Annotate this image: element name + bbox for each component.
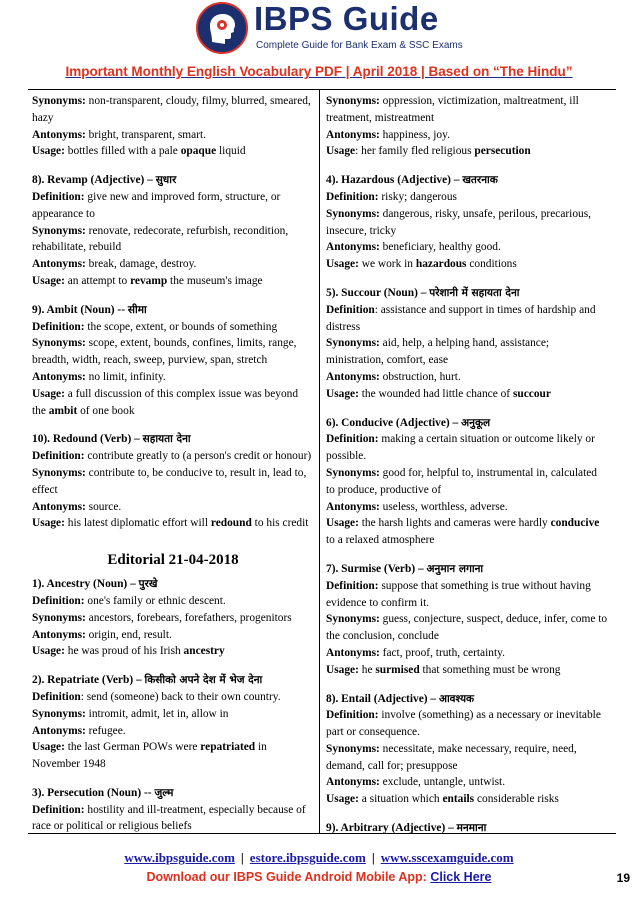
entry-line [326,93,614,110]
entry-label: Synonyms: [326,337,380,350]
entry-line [32,465,314,482]
entry-line [326,386,614,403]
entry-text: bottles filled with a pale [64,145,181,158]
entry-line [326,415,614,432]
entry-text: treatment, mistreatment [326,111,435,124]
entry-text: an attempt to [64,274,131,287]
entry-text: the last German POWs were [64,741,201,754]
entry-label: Definition: [32,803,85,816]
entry-text: the museum's image [167,274,263,287]
entry-line [326,611,614,628]
entry-label: Definition: [326,709,379,722]
entry-line [326,302,614,319]
entry-label: Usage: [32,387,65,400]
vocab-entry [326,820,614,837]
vocab-entry [326,93,614,160]
entry-label: Usage: [32,645,65,658]
entry-label: Definition: [326,579,379,592]
vocab-entry [326,415,614,549]
entry-label: Usage: [32,517,65,530]
entry-line [32,756,314,773]
head-silhouette-icon [196,2,248,54]
page-header [0,0,638,79]
vocabulary-table [28,89,616,834]
entry-label: Definition: [32,190,85,203]
entry-label: 7). Surmise (Verb) – [326,562,427,575]
vocab-entry [32,172,314,290]
entry-line [326,127,614,144]
entry-label: 1). Ancestry (Noun) – [32,578,139,591]
entry-text: ministration, comfort, ease [326,354,449,367]
hindi-meaning: सहायता देना [142,433,191,446]
entry-text: evidence to confirm it. [326,596,430,609]
hindi-meaning: सुधार [155,174,177,187]
usage-keyword: opaque [180,145,217,158]
entry-text: conditions [466,258,517,271]
ibps-guide-logo [196,0,463,58]
entry-text: renovate, redecorate, refurbish, recondition, [85,224,289,237]
vocab-entry [32,672,314,773]
hindi-meaning: किसीको अपने देश में भेज देना [144,674,263,687]
entry-label: Usage: [32,741,65,754]
entry-text: the conclusion, conclude [326,630,439,643]
entry-text: contribute greatly to (a person's credit or honour) [84,450,312,463]
entry-line [32,172,314,189]
entry-text: that something must be wrong [419,663,561,676]
hindi-meaning: अनुमान लगाना [426,562,484,575]
footer-links [0,850,638,866]
entry-line [326,578,614,595]
entry-text: the scope, extent, or bounds of something [84,320,278,333]
entry-label: Definition: [32,320,85,333]
entry-text: happiness, joy. [379,128,450,141]
entry-label: Synonyms: [32,707,86,720]
entry-text: break, damage, destroy. [85,258,197,271]
entry-line [326,431,614,448]
vocab-entry [32,576,314,660]
entry-line [32,127,314,144]
entry-label: Antonyms: [32,500,86,513]
hindi-meaning: मनमाना [456,822,487,835]
entry-text: contribute to, be conducive to, result in, lead to, [85,466,307,479]
entry-line [32,256,314,273]
entry-label: Usage: [326,258,359,271]
entry-line [326,820,614,837]
entry-label: Synonyms: [32,95,86,107]
entry-line [326,628,614,645]
entry-line [326,206,614,223]
entry-label: Usage: [326,517,359,530]
left-editorial-entries [32,576,314,835]
entry-line [32,785,314,802]
entry-label: Definition: [32,594,85,607]
entry-line [326,707,614,724]
usage-keyword: succour [512,387,551,400]
usage-keyword: hazardous [415,258,467,271]
entry-line [32,369,314,386]
hindi-meaning: सीमा [127,303,147,316]
entry-label: Antonyms: [326,128,380,141]
entry-line [32,499,314,516]
usage-keyword: ancestry [183,645,225,658]
entry-text: exclude, untangle, untwist. [379,776,506,789]
entry-line [326,189,614,206]
entry-label: 9). Ambit (Noun) -- [32,303,128,316]
hindi-meaning: जुल्म [154,786,174,799]
entry-line [32,302,314,319]
entry-line [32,706,314,723]
entry-text: part or consequence. [326,726,420,739]
entry-text: guess, conjecture, suspect, deduce, infer, come to [379,613,608,626]
entry-line [326,758,614,775]
entry-text: risky; dangerous [378,190,457,203]
entry-line [32,386,314,403]
vocab-entry [32,93,314,160]
entry-text: obstruction, hurt. [379,370,461,383]
entry-text: possible. [326,450,367,463]
entry-label: Usage [326,145,356,158]
entry-line [32,431,314,448]
entry-line [326,110,614,127]
entry-line [32,643,314,660]
entry-text: scope, extent, bounds, confines, limits, range, [85,337,297,350]
entry-text: his latest diplomatic effort will [64,517,211,530]
entry-label: Synonyms: [326,742,380,755]
entry-label: Antonyms: [32,258,86,271]
entry-line [326,335,614,352]
entry-line [326,482,614,499]
entry-text: : assistance and support in times of hardship and [374,303,596,316]
entry-text: to a relaxed atmosphere [326,534,435,547]
hindi-meaning: पुरखे [138,578,158,591]
entry-line [32,739,314,756]
download-app-text: Download our IBPS Guide Android Mobile App: [146,870,431,884]
entry-text: : send (someone) back to their own country. [80,690,281,703]
entry-line [32,319,314,336]
entry-label: 5). Succour (Noun) – [326,286,430,299]
entry-text: considerable risks [474,793,559,806]
entry-line [32,206,314,223]
entry-label: Antonyms: [32,724,86,737]
entry-text: oppression, victimization, maltreatment, ill [379,95,579,107]
entry-line [32,818,314,835]
vocab-entry [32,431,314,532]
entry-line [32,93,314,110]
hindi-meaning: परेशानी में सहायता देना [429,286,520,299]
footer-separator: | [240,850,244,865]
entry-line [326,774,614,791]
entry-text: hostility and ill-treatment, especially because of [84,803,306,816]
column-divider [319,90,320,833]
entry-text: the harsh lights and cameras were hardly [358,517,551,530]
right-entries [326,93,614,837]
entry-text: race or political or religious beliefs [32,820,192,833]
brand-tagline: Complete Guide for Bank Exam & SSC Exams [256,40,463,51]
entry-label: 9). Arbitrary (Adjective) – [326,822,457,835]
footer-separator: | [371,850,375,865]
entry-line [32,689,314,706]
entry-text: ancestors, forebears, forefathers, progenitors [85,611,292,624]
entry-line [32,802,314,819]
vocab-entry [326,561,614,679]
entry-label: Usage: [326,387,359,400]
entry-line [32,593,314,610]
entry-text: hazy [32,111,54,124]
page-number: 19 [616,871,630,885]
entry-label: 8). Revamp (Adjective) – [32,174,156,187]
entry-line [326,465,614,482]
entry-label: Usage: [32,274,65,287]
entry-label: Usage: [326,663,359,676]
entry-line [326,741,614,758]
entry-line [326,448,614,465]
entry-line [32,515,314,532]
entry-label: Synonyms: [326,613,380,626]
entry-text: dangerous, risky, unsafe, perilous, precarious, [379,207,592,220]
vocab-entry [326,172,614,273]
hindi-meaning: अनुकूल [461,416,491,429]
vocab-entry [326,691,614,809]
entry-text: November 1948 [32,758,106,771]
entry-text: refugee. [85,724,126,737]
entry-label: Synonyms: [32,224,86,237]
entry-label: Antonyms: [32,628,86,641]
entry-label: Definition: [32,450,85,463]
entry-line [32,223,314,240]
entry-text: to produce, productive of [326,483,442,496]
entry-line [326,319,614,336]
entry-text: the [32,404,49,417]
entry-text: a situation which [358,793,443,806]
entry-text: source. [85,500,122,513]
left-entries [32,93,314,532]
usage-keyword: conducive [550,517,600,530]
entry-line [32,335,314,352]
left-column [32,93,314,847]
hindi-meaning: आवश्यक [438,692,475,705]
entry-text: liquid [216,145,246,158]
entry-label: Synonyms: [326,95,380,107]
usage-keyword: surmised [375,663,420,676]
footer-link-sscexamguide[interactable]: www.sscexamguide.com [380,850,514,865]
entry-label: Antonyms: [326,241,380,254]
entry-line [32,273,314,290]
entry-line [326,256,614,273]
entry-label: Antonyms: [32,370,86,383]
entry-text: in [255,741,267,754]
entry-line [32,627,314,644]
entry-label: 4). Hazardous (Adjective) – [326,174,463,187]
vocab-entry [326,285,614,403]
entry-label: Synonyms: [32,611,86,624]
entry-label: Synonyms: [326,207,380,220]
entry-line [326,724,614,741]
usage-keyword: persecution [474,145,531,158]
entry-line [32,482,314,499]
entry-label: Definition: [326,433,379,446]
entry-text: necessitate, make necessary, require, need, [379,742,577,755]
usage-keyword: repatriated [200,741,256,754]
entry-text: suppose that something is true without having [378,579,591,592]
entry-line [326,691,614,708]
entry-label: Definition [32,690,81,703]
entry-text: no limit, infinity. [85,370,166,383]
entry-line [326,662,614,679]
entry-line [326,352,614,369]
entry-line [326,791,614,808]
entry-text: the wounded had little chance of [358,387,513,400]
entry-text: origin, end, result. [85,628,172,641]
entry-line [32,576,314,593]
entry-line [326,645,614,662]
entry-text: fact, proof, truth, certainty. [379,646,505,659]
entry-line [32,672,314,689]
entry-line [326,595,614,612]
entry-line [326,499,614,516]
entry-text: one's family or ethnic descent. [84,594,226,607]
entry-line [326,532,614,549]
page-footer [0,846,638,903]
entry-text: non-transparent, cloudy, filmy, blurred, smeared, [85,95,311,107]
entry-line [326,369,614,386]
entry-line [326,223,614,240]
entry-text: we work in [358,258,416,271]
download-app-line [0,870,638,884]
entry-text: he [358,663,376,676]
entry-text: give new and improved form, structure, or [84,190,281,203]
entry-text: : her family fled religious [355,145,475,158]
entry-text: making a certain situation or outcome likely or [378,433,595,446]
entry-line [32,189,314,206]
entry-label: Antonyms: [326,646,380,659]
entry-line [32,110,314,127]
entry-line [326,143,614,160]
entry-text: bright, transparent, smart. [85,128,206,141]
usage-keyword: entails [442,793,475,806]
entry-label: 3). Persecution (Noun) -- [32,786,155,799]
entry-label: Usage: [32,145,65,158]
entry-label: Antonyms: [326,776,380,789]
entry-text: aid, help, a helping hand, assistance; [379,337,550,350]
entry-line [326,561,614,578]
entry-line [326,172,614,189]
entry-text: effect [32,483,58,496]
entry-text: involve (something) as a necessary or inevitable [378,709,601,722]
entry-line [32,352,314,369]
entry-label: 8). Entail (Adjective) – [326,692,439,705]
entry-text: he was proud of his Irish [64,645,184,658]
entry-line [326,515,614,532]
entry-label: Synonyms: [326,466,380,479]
page-headline: Important Monthly English Vocabulary PDF | April 2018 | Based on “The Hindu” [65,64,573,79]
hindi-meaning: खतरनाक [462,174,498,187]
entry-label: Definition: [326,190,379,203]
right-column [326,93,614,849]
entry-label: Synonyms: [32,337,86,350]
brand-name: IBPS Guide [254,0,439,37]
footer-link-ibpsguide[interactable]: www.ibpsguide.com [124,850,235,865]
entry-label: Usage: [326,793,359,806]
usage-keyword: revamp [130,274,168,287]
entry-text: intromit, admit, let in, allow in [85,707,229,720]
entry-line [326,239,614,256]
entry-text: useless, worthless, adverse. [379,500,508,513]
entry-label: Antonyms: [326,500,380,513]
entry-line [32,403,314,420]
entry-line [32,143,314,160]
entry-label: 2). Repatriate (Verb) – [32,674,145,687]
entry-text: beneficiary, healthy good. [379,241,501,254]
usage-keyword: ambit [48,404,78,417]
vocab-entry [32,785,314,835]
entry-line [326,285,614,302]
entry-line [32,239,314,256]
entry-text: insecure, tricky [326,224,397,237]
entry-line [32,610,314,627]
entry-text: breadth, width, reach, sweep, purview, span, stretch [32,354,268,367]
entry-text: a full discussion of this complex issue was beyond [64,387,299,400]
entry-label: Antonyms: [326,370,380,383]
footer-link-estore[interactable]: estore.ibpsguide.com [249,850,366,865]
entry-text: distress [326,320,361,333]
entry-line [32,448,314,465]
editorial-heading: Editorial 21-04-2018 [107,552,239,569]
entry-text: of one book [77,404,135,417]
entry-text: demand, call for; presuppose [326,759,458,772]
usage-keyword: redound [210,517,252,530]
entry-label: Definition [326,303,375,316]
entry-label: Synonyms: [32,466,86,479]
entry-label: Antonyms: [32,128,86,141]
entry-text: good for, helpful to, instrumental in, calculated [379,466,597,479]
entry-label: 10). Redound (Verb) – [32,433,143,446]
entry-label: 6). Conducive (Adjective) – [326,416,462,429]
entry-text: to his credit [251,517,309,530]
download-app-link[interactable]: Click Here [430,870,492,884]
entry-text: appearance to [32,207,95,220]
entry-text: rehabilitate, rebuild [32,241,122,254]
entry-line [32,723,314,740]
vocab-entry [32,302,314,420]
